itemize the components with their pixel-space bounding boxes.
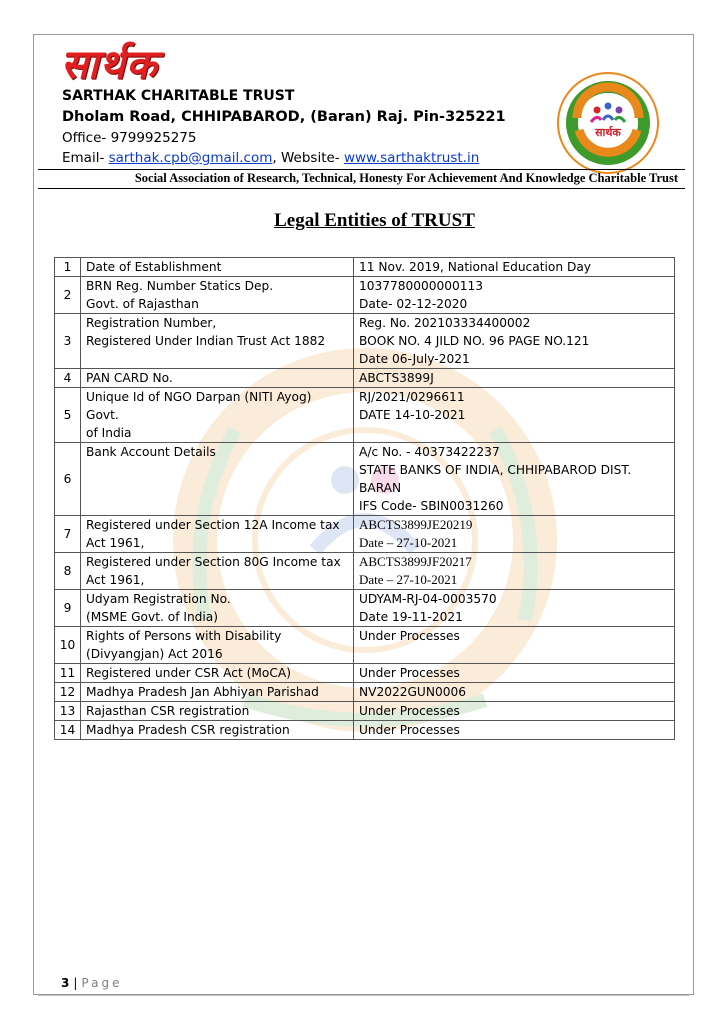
- row-value: Under Processes: [354, 627, 675, 664]
- header-rule-top: [38, 169, 685, 170]
- table-row: [55, 277, 675, 314]
- row-value: A/c No. - 40373422237 STATE BANKS OF INDIA, CHHIPABAROD DIST. BARAN IFS Code- SBIN0031260: [354, 443, 675, 516]
- row-description: Bank Account Details: [81, 443, 354, 516]
- org-office-phone: Office- 9799925275: [62, 130, 197, 146]
- svg-text:सार्थक: सार्थक: [595, 126, 621, 139]
- table-row: [55, 590, 675, 627]
- row-value: RJ/2021/0296611 DATE 14-10-2021: [354, 388, 675, 443]
- table-row: [55, 553, 675, 590]
- row-number: 13: [55, 702, 81, 721]
- row-number: 10: [55, 627, 81, 664]
- website-link[interactable]: www.sarthaktrust.in: [343, 150, 480, 166]
- footer-rule: [38, 995, 689, 996]
- org-address: Dholam Road, CHHIPABAROD, (Baran) Raj. Pin-325221: [62, 109, 506, 125]
- org-name: SARTHAK CHARITABLE TRUST: [62, 88, 295, 104]
- table-row: [55, 388, 675, 443]
- page-label: Page: [81, 976, 123, 990]
- row-number: 2: [55, 277, 81, 314]
- document-title: Legal Entities of TRUST: [274, 210, 475, 231]
- legal-entities-table: [54, 257, 675, 740]
- row-value: 1037780000000113 Date- 02-12-2020: [354, 277, 675, 314]
- row-number: 9: [55, 590, 81, 627]
- row-description: Udyam Registration No. (MSME Govt. of India): [81, 590, 354, 627]
- trust-logo-wordmark: सार्थक: [61, 41, 158, 88]
- row-value: Reg. No. 202103334400002 BOOK NO. 4 JILD NO. 96 PAGE NO.121 Date 06-July-2021: [354, 314, 675, 369]
- row-value: Under Processes: [354, 702, 675, 721]
- table-row: [55, 683, 675, 702]
- row-description: Registered under CSR Act (MoCA): [81, 664, 354, 683]
- row-value: Under Processes: [354, 721, 675, 740]
- table-row: [55, 369, 675, 388]
- table-row: [55, 443, 675, 516]
- row-number: 5: [55, 388, 81, 443]
- trust-tagline: Social Association of Research, Technical, Honesty For Achievement And Knowledge Charitable Trust: [134, 171, 678, 185]
- row-description: BRN Reg. Number Statics Dep. Govt. of Rajasthan: [81, 277, 354, 314]
- legal-entities-table-body: [55, 258, 675, 740]
- table-row: [55, 721, 675, 740]
- row-value: 11 Nov. 2019, National Education Day: [354, 258, 675, 277]
- table-row: [55, 702, 675, 721]
- row-description: Rights of Persons with Disability (Divyangjan) Act 2016: [81, 627, 354, 664]
- table-row: [55, 516, 675, 553]
- table-row: [55, 314, 675, 369]
- row-description: Registration Number, Registered Under Indian Trust Act 1882: [81, 314, 354, 369]
- row-number: 1: [55, 258, 81, 277]
- row-description: Madhya Pradesh Jan Abhiyan Parishad: [81, 683, 354, 702]
- trust-seal-logo: [555, 70, 661, 176]
- org-contact-line: [62, 150, 479, 166]
- row-number: 7: [55, 516, 81, 553]
- row-description: Date of Establishment: [81, 258, 354, 277]
- table-row: [55, 664, 675, 683]
- row-number: 14: [55, 721, 81, 740]
- row-value: UDYAM-RJ-04-0003570 Date 19-11-2021: [354, 590, 675, 627]
- row-value: NV2022GUN0006: [354, 683, 675, 702]
- row-description: Registered under Section 80G Income tax Act 1961,: [81, 553, 354, 590]
- row-description: Registered under Section 12A Income tax Act 1961,: [81, 516, 354, 553]
- email-prefix: Email-: [62, 150, 109, 166]
- row-value: ABCTS3899JF20217 Date – 27-10-2021: [354, 553, 675, 590]
- page-footer: [61, 976, 122, 990]
- footer-separator: |: [73, 976, 78, 990]
- table-row: [55, 627, 675, 664]
- row-value: ABCTS3899JE20219 Date – 27-10-2021: [354, 516, 675, 553]
- row-value: Under Processes: [354, 664, 675, 683]
- row-description: PAN CARD No.: [81, 369, 354, 388]
- row-description: Rajasthan CSR registration: [81, 702, 354, 721]
- table-row: [55, 258, 675, 277]
- row-number: 11: [55, 664, 81, 683]
- row-number: 8: [55, 553, 81, 590]
- row-description: Unique Id of NGO Darpan (NITI Ayog) Govt. of India: [81, 388, 354, 443]
- header-rule-bottom: [38, 188, 685, 189]
- row-description: Madhya Pradesh CSR registration: [81, 721, 354, 740]
- website-prefix: , Website-: [272, 150, 344, 166]
- email-link[interactable]: sarthak.cpb@gmail.com: [108, 150, 273, 166]
- row-number: 12: [55, 683, 81, 702]
- row-number: 4: [55, 369, 81, 388]
- row-number: 3: [55, 314, 81, 369]
- row-value: ABCTS3899J: [354, 369, 675, 388]
- page-number: 3: [61, 976, 70, 990]
- row-number: 6: [55, 443, 81, 516]
